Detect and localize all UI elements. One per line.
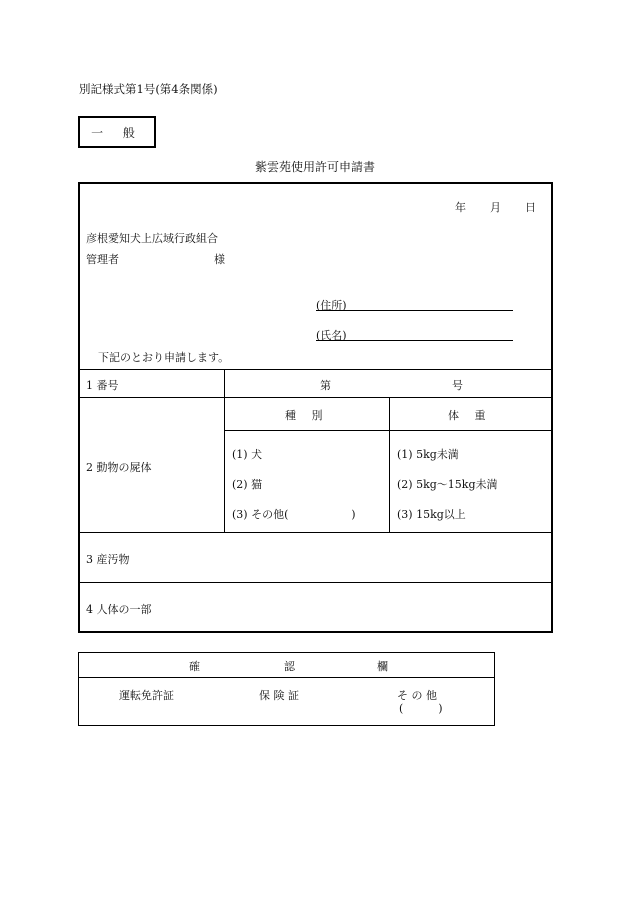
animal-row-label: 2 動物の屍体 [86,461,152,474]
number-prefix: 第 [320,379,331,392]
category-box: 一 般 [78,116,156,148]
name-label: (氏名) [316,329,347,342]
weight-option: (2) 5kg〜15kg未満 [397,478,498,491]
number-row-label: 1 番号 [86,379,119,392]
addressee-org: 彦根愛知犬上広域行政組合 [86,232,218,245]
weight-option: (1) 5kg未満 [397,448,459,461]
other-label: そ の 他 [397,689,437,702]
waste-row-label: 3 産汚物 [86,553,130,566]
other-paren: ( ) [399,702,443,715]
row-divider [80,369,551,370]
name-underline [316,340,513,341]
address-underline [316,310,513,311]
body-row-label: 4 人体の一部 [86,603,152,616]
confirmation-box [78,652,495,726]
confirm-title-char: 認 [284,660,295,673]
type-option: (1) 犬 [232,448,263,461]
confirm-title-char: 欄 [377,660,388,673]
address-label: (住所) [316,299,347,312]
row-divider [80,582,551,583]
date-month: 月 [490,201,501,214]
type-header: 種 別 [285,409,329,422]
confirm-divider [79,677,494,678]
form-title: 紫雲苑使用許可申請書 [254,160,375,174]
insurance-label: 保 険 証 [259,689,299,702]
application-form [78,182,553,633]
date-day: 日 [525,201,536,214]
request-text: 下記のとおり申請します。 [98,351,230,364]
addressee-title: 管理者 [86,253,119,266]
weight-option: (3) 15kg以上 [397,508,466,521]
column-divider [224,369,225,532]
license-label: 運転免許証 [119,689,174,702]
form-reference: 別記様式第1号(第4条関係) [79,82,218,96]
weight-header: 体 重 [448,409,492,422]
type-option: (2) 猫 [232,478,263,491]
row-divider [80,397,551,398]
confirm-title-char: 確 [189,660,200,673]
column-divider [389,397,390,532]
date-year: 年 [455,201,466,214]
row-divider [80,532,551,533]
addressee-honorific: 様 [214,253,225,266]
number-suffix: 号 [452,379,463,392]
row-divider [224,430,551,431]
type-option: (3) その他( ) [232,508,356,521]
